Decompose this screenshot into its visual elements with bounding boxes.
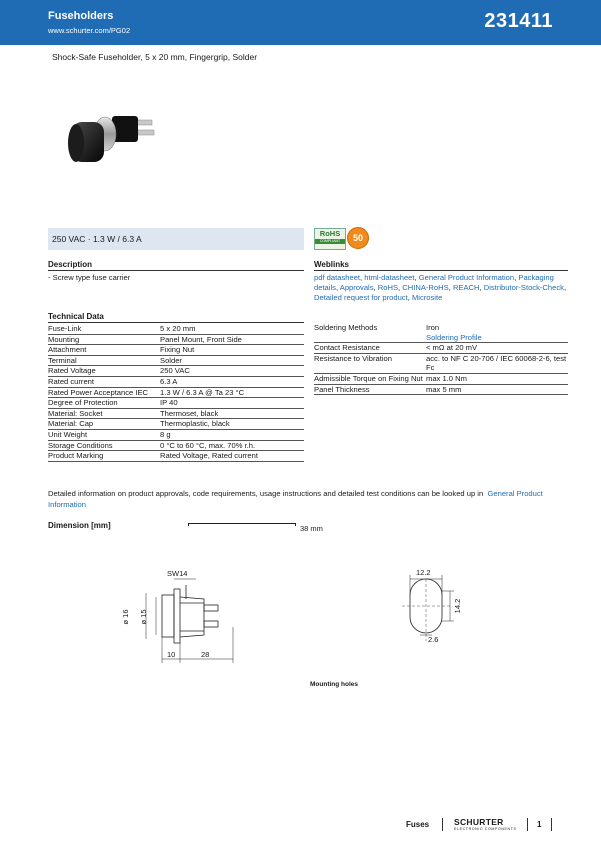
row-value bbox=[426, 323, 568, 343]
row-value: Panel Mount, Front Side bbox=[160, 334, 304, 345]
footer-divider bbox=[442, 818, 443, 831]
row-value: max 5 mm bbox=[426, 384, 568, 395]
description-heading: Description bbox=[48, 260, 304, 271]
row-key: Panel Thickness bbox=[314, 384, 426, 395]
technical-heading: Technical Data bbox=[48, 312, 304, 323]
row-key: Product Marking bbox=[48, 451, 160, 462]
footer-divider bbox=[551, 818, 552, 831]
row-value: acc. to NF C 20-706 / IEC 60068-2-6, test Fc bbox=[426, 353, 567, 373]
info-note bbox=[48, 489, 568, 510]
row-key: Contact Resistance bbox=[314, 343, 426, 354]
dim-d16: ø 16 bbox=[120, 609, 130, 625]
table-row bbox=[48, 334, 304, 345]
scale-bar bbox=[188, 523, 296, 526]
row-value: 0 °C to 60 °C, max. 70% r.h. bbox=[160, 440, 304, 451]
dimension-drawing-side bbox=[100, 565, 260, 670]
row-key: Material: Socket bbox=[48, 408, 160, 419]
link-general-info[interactable]: General Product Information bbox=[418, 273, 515, 282]
weblinks-section bbox=[314, 260, 568, 303]
row-value: 8 g bbox=[160, 429, 304, 440]
table-row bbox=[48, 408, 304, 419]
row-value: Thermoplastic, black bbox=[160, 419, 304, 430]
row-key: Unit Weight bbox=[48, 429, 160, 440]
table-row bbox=[48, 419, 304, 430]
row-key: Material: Cap bbox=[48, 419, 160, 430]
dimension-heading: Dimension [mm] bbox=[48, 521, 111, 530]
description-item: - Screw type fuse carrier bbox=[48, 273, 131, 282]
link-approvals[interactable]: Approvals bbox=[339, 283, 374, 292]
row-key: Storage Conditions bbox=[48, 440, 160, 451]
sw-label: SW14 bbox=[167, 569, 188, 578]
category-title: Fuseholders bbox=[48, 10, 114, 22]
link-rohs[interactable]: RoHS bbox=[377, 283, 399, 292]
technical-table-left bbox=[48, 324, 304, 462]
row-value: Thermoset, black bbox=[160, 408, 304, 419]
row-key: Soldering Methods bbox=[314, 323, 426, 343]
link-distributor-stock[interactable]: Distributor-Stock-Check bbox=[483, 283, 564, 292]
table-row bbox=[314, 373, 568, 384]
row-value: max 1.0 Nm bbox=[426, 373, 568, 384]
page-number: 1 bbox=[537, 820, 542, 829]
table-row bbox=[314, 343, 568, 354]
link-pdf-datasheet[interactable]: pdf datasheet bbox=[314, 273, 361, 282]
table-row bbox=[48, 376, 304, 387]
technical-section bbox=[48, 312, 304, 462]
info-link[interactable]: General Product Information bbox=[48, 489, 543, 509]
mounting-caption: Mounting holes bbox=[310, 681, 359, 688]
dim-12-2: 12.2 bbox=[416, 568, 431, 577]
table-row bbox=[314, 353, 568, 373]
row-value: 6.3 A bbox=[160, 376, 304, 387]
table-row bbox=[48, 366, 304, 377]
row-key: Rated current bbox=[48, 376, 160, 387]
row-key: Degree of Protection bbox=[48, 398, 160, 409]
table-row bbox=[48, 398, 304, 409]
dim-14-2: 14.2 bbox=[452, 598, 462, 614]
link-china-rohs[interactable]: CHINA-RoHS bbox=[402, 283, 449, 292]
table-row bbox=[48, 387, 304, 398]
footer-category: Fuses bbox=[406, 820, 430, 829]
row-value: < mΩ at 20 mV bbox=[426, 343, 568, 354]
link-microsite[interactable]: Microsite bbox=[411, 293, 443, 302]
rohs-badge bbox=[314, 228, 346, 250]
row-value: 1.3 W / 6.3 A @ Ta 23 °C bbox=[160, 387, 304, 398]
category-url[interactable]: www.schurter.com/PG02 bbox=[48, 26, 131, 35]
table-row bbox=[314, 323, 568, 343]
row-key: Resistance to Vibration bbox=[314, 353, 426, 373]
row-key: Rated Power Acceptance IEC bbox=[48, 387, 160, 398]
link-packaging[interactable]: Packaging details bbox=[314, 273, 554, 292]
technical-table-right-wrap bbox=[314, 323, 568, 395]
product-subtitle: Shock-Safe Fuseholder, 5 x 20 mm, Fingergrip, Solder bbox=[52, 52, 258, 62]
dim-2-6: 2.6 bbox=[428, 635, 439, 644]
weblinks-heading: Weblinks bbox=[314, 260, 568, 271]
technical-table-right bbox=[314, 323, 568, 395]
weblinks-list: pdf datasheet, html-datasheet, General Product Information, Packaging details, Approvals, RoHS, CHINA-RoHS, REACH, Distributor-Stock-Check, Detailed request for product, Microsite bbox=[314, 273, 567, 302]
row-key: Rated Voltage bbox=[48, 366, 160, 377]
description-section bbox=[48, 260, 304, 282]
link-html-datasheet[interactable]: html-datasheet bbox=[364, 273, 415, 282]
product-image bbox=[60, 108, 160, 180]
row-key: Mounting bbox=[48, 334, 160, 345]
dim-10: 10 bbox=[167, 650, 176, 659]
anniversary-badge: 50 bbox=[347, 227, 369, 249]
row-key: Terminal bbox=[48, 355, 160, 366]
row-value: Rated Voltage, Rated current bbox=[160, 451, 304, 462]
table-row bbox=[48, 440, 304, 451]
table-row bbox=[48, 345, 304, 356]
footer-logo bbox=[454, 818, 517, 832]
row-key: Attachment bbox=[48, 345, 160, 356]
table-row bbox=[48, 324, 304, 334]
table-row bbox=[48, 355, 304, 366]
scale-label: 38 mm bbox=[300, 524, 323, 533]
link-reach[interactable]: REACH bbox=[452, 283, 480, 292]
header-bar bbox=[0, 0, 601, 45]
row-key: Admissible Torque on Fixing Nut bbox=[314, 373, 426, 384]
brand-name: SCHURTER bbox=[454, 817, 504, 827]
row-value: 250 VAC bbox=[160, 366, 304, 377]
dim-d15: ø 15 bbox=[138, 609, 148, 625]
table-row bbox=[48, 429, 304, 440]
rohs-sub: COMPLIANT bbox=[315, 239, 345, 244]
link-detailed-request[interactable]: Detailed request for product bbox=[314, 293, 408, 302]
part-number: 231411 bbox=[484, 10, 553, 32]
table-row bbox=[314, 384, 568, 395]
row-key: Fuse-Link bbox=[48, 324, 160, 334]
dim-28: 28 bbox=[201, 650, 210, 659]
info-text: Detailed information on product approvals, code requirements, usage instructions and detailed test conditions can be looked up in bbox=[48, 489, 484, 498]
row-value: Solder bbox=[160, 355, 304, 366]
table-row bbox=[48, 451, 304, 462]
rohs-label: RoHS bbox=[319, 229, 341, 238]
brand-sub: ELECTRONIC COMPONENTS bbox=[454, 827, 517, 831]
row-value: IP 40 bbox=[160, 398, 304, 409]
dimension-drawing-hole bbox=[398, 565, 468, 655]
soldering-method: Iron bbox=[426, 323, 440, 332]
rating-bar: 250 VAC · 1.3 W / 6.3 A bbox=[48, 228, 304, 250]
footer-divider bbox=[527, 818, 528, 831]
row-value: Fixing Nut bbox=[160, 345, 304, 356]
soldering-profile-link[interactable]: Soldering Profile bbox=[426, 332, 482, 342]
row-value: 5 x 20 mm bbox=[160, 324, 304, 334]
